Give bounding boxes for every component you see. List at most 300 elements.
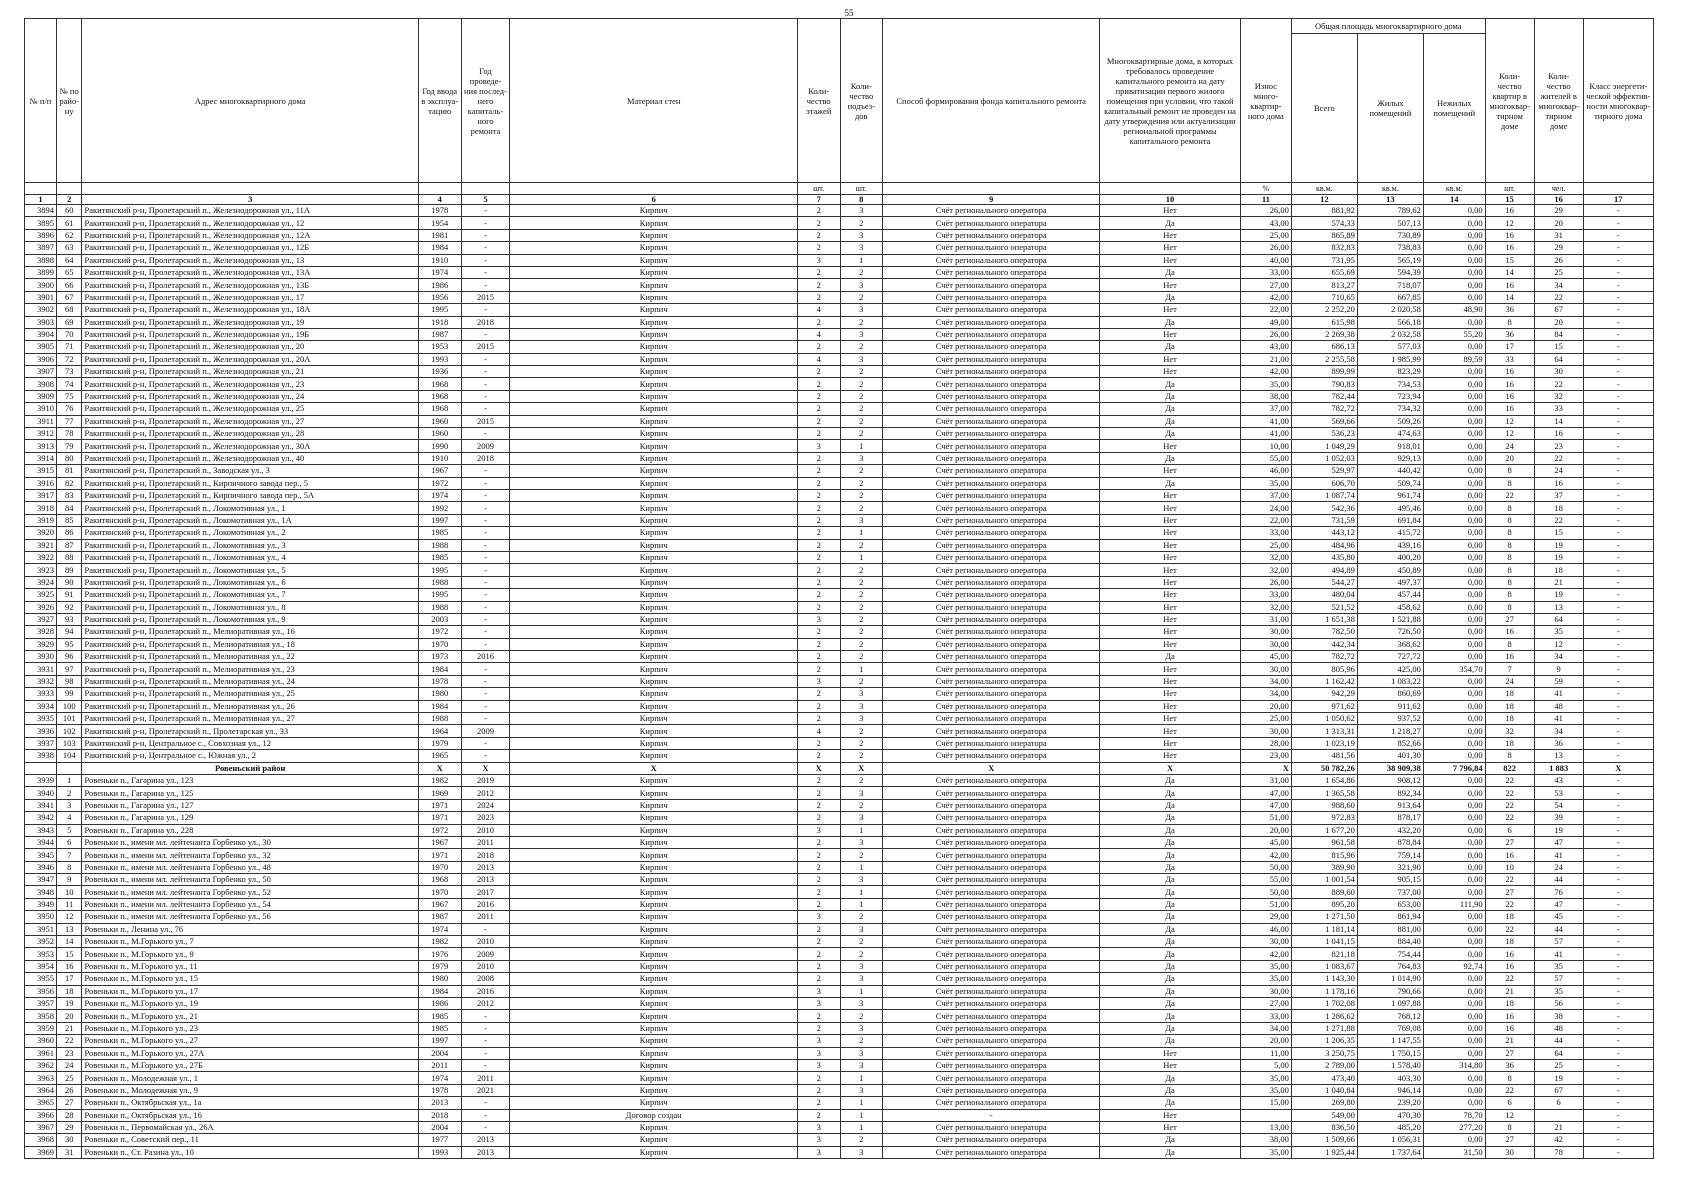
cell-district-num: 11	[56, 898, 82, 910]
cell-wear: 33,00	[1240, 266, 1291, 278]
cell-flats: 8	[1485, 638, 1534, 650]
cell-need-repair: Да	[1100, 452, 1241, 464]
cell-year-repair: 2015	[461, 341, 510, 353]
cell-year-built: 1985	[418, 527, 461, 539]
cell-fund-method: Счёт регионального оператора	[883, 737, 1100, 749]
cell-need-repair: Да	[1100, 849, 1241, 861]
cell-residents: 14	[1534, 415, 1583, 427]
cell-num: 3963	[25, 1072, 57, 1084]
cell-entrances: 3	[840, 1084, 883, 1096]
cell-floors: 2	[797, 973, 840, 985]
cell-wear: 47,00	[1240, 787, 1291, 799]
cell-area-total: 615,98	[1291, 316, 1357, 328]
cell-residents: 64	[1534, 353, 1583, 365]
cell-district-num: 82	[56, 477, 82, 489]
table-row	[25, 291, 1654, 303]
cell-floors: 2	[797, 1097, 840, 1109]
cell-year-repair: 2013	[461, 1134, 510, 1146]
cell-year-built: 1953	[418, 341, 461, 353]
table-row	[25, 403, 1654, 415]
cell-wall-material: Кирпич	[510, 985, 797, 997]
cell-floors: 2	[797, 1084, 840, 1096]
cell-fund-method: Счёт регионального оператора	[883, 378, 1100, 390]
cell-num: 3948	[25, 886, 57, 898]
cell-area-total: 1 677,20	[1291, 824, 1357, 836]
cell-residents: 33	[1534, 403, 1583, 415]
cell-year-built: 1977	[418, 1134, 461, 1146]
cell-area-total: 1 651,38	[1291, 613, 1357, 625]
cell-area-living: 718,07	[1357, 279, 1423, 291]
cell-district-num: 102	[56, 725, 82, 737]
cell-year-repair: -	[461, 465, 510, 477]
cell-area-total: 1 001,54	[1291, 874, 1357, 886]
cell-fund-method: Счёт регионального оператора	[883, 1010, 1100, 1022]
cell-residents: 41	[1534, 849, 1583, 861]
cell-flats: 33	[1485, 353, 1534, 365]
cell-fund-method: Счёт регионального оператора	[883, 874, 1100, 886]
cell-num: 3895	[25, 217, 57, 229]
cell-year-built: 1974	[418, 489, 461, 501]
cell-area-total: 1 087,74	[1291, 489, 1357, 501]
cell-area-nonliving: 0,00	[1423, 266, 1485, 278]
cell-district-num: 63	[56, 242, 82, 254]
cell-num: 3907	[25, 366, 57, 378]
cell-residents: 67	[1534, 304, 1583, 316]
cell-energy-class: -	[1583, 861, 1653, 873]
cell-year-built: 1997	[418, 514, 461, 526]
cell-area-nonliving: 48,90	[1423, 304, 1485, 316]
cell-district-num: 70	[56, 328, 82, 340]
cell-area-nonliving: 0,00	[1423, 713, 1485, 725]
cell-floors: 2	[797, 787, 840, 799]
cell-year-repair: -	[461, 613, 510, 625]
cell-area-nonliving: 0,00	[1423, 279, 1485, 291]
cell-flats: 16	[1485, 229, 1534, 241]
cell-address: Ракитянский р-н, Пролетарский п., Железнодорожная ул., 21	[82, 366, 418, 378]
cell-area-total: 815,96	[1291, 849, 1357, 861]
cell-wear: 23,00	[1240, 750, 1291, 762]
cell-wall-material: Кирпич	[510, 1084, 797, 1096]
cell-address: Ровеньки п., М.Горького ул., 21	[82, 1010, 418, 1022]
cell-residents: 21	[1534, 1121, 1583, 1133]
cell-area-living: 1 750,15	[1357, 1047, 1423, 1059]
cell-district-num: 27	[56, 1097, 82, 1109]
cell-area-total: 961,58	[1291, 836, 1357, 848]
cell-year-repair: -	[461, 304, 510, 316]
cell-wall-material: Кирпич	[510, 675, 797, 687]
cell-flats: 8	[1485, 502, 1534, 514]
cell-district-num: 2	[56, 787, 82, 799]
table-row	[25, 341, 1654, 353]
cell-fund-method: Счёт регионального оператора	[883, 353, 1100, 365]
cell-district-num: 87	[56, 539, 82, 551]
cell-energy-class: -	[1583, 514, 1653, 526]
cell-num: 3969	[25, 1146, 57, 1158]
cell-year-built: 1985	[418, 551, 461, 563]
cell-need-repair: Да	[1100, 799, 1241, 811]
cell-fund-method: Счёт регионального оператора	[883, 799, 1100, 811]
cell-energy-class: -	[1583, 787, 1653, 799]
cell-area-total: 1 023,19	[1291, 737, 1357, 749]
cell-area-total: 544,27	[1291, 576, 1357, 588]
cell-year-built: 1981	[418, 229, 461, 241]
cell-energy-class: -	[1583, 291, 1653, 303]
cell-energy-class: -	[1583, 638, 1653, 650]
cell-residents: 34	[1534, 279, 1583, 291]
cell-entrances: 2	[840, 1035, 883, 1047]
cell-need-repair: Нет	[1100, 601, 1241, 613]
cell-flats: 22	[1485, 812, 1534, 824]
cell-area-living: 1 737,64	[1357, 1146, 1423, 1158]
cell-year-repair: -	[461, 1010, 510, 1022]
cell-entrances: 1	[840, 440, 883, 452]
cell-area-living: 401,30	[1357, 750, 1423, 762]
cell-need-repair: Нет	[1100, 1047, 1241, 1059]
cell-wear: 35,00	[1240, 1084, 1291, 1096]
cell-entrances: 1	[840, 663, 883, 675]
cell-address: Ракитянский р-н, Пролетарский п., Локомотивная ул., 5	[82, 564, 418, 576]
cell-district-num: 62	[56, 229, 82, 241]
cell-energy-class: -	[1583, 465, 1653, 477]
cell-floors: 2	[797, 898, 840, 910]
cell-need-repair: Нет	[1100, 440, 1241, 452]
cell-residents: 57	[1534, 936, 1583, 948]
cell-entrances: 2	[840, 725, 883, 737]
cell-entrances: 3	[840, 1047, 883, 1059]
cell-residents: 12	[1534, 638, 1583, 650]
cell-num: 3899	[25, 266, 57, 278]
cell-wall-material: Кирпич	[510, 279, 797, 291]
cell-flats: 22	[1485, 898, 1534, 910]
cell-fund-method: Счёт регионального оператора	[883, 898, 1100, 910]
cell-flats: 21	[1485, 1035, 1534, 1047]
cell-district-num: 61	[56, 217, 82, 229]
cell-wall-material: Кирпич	[510, 688, 797, 700]
cell-fund-method: Счёт регионального оператора	[883, 465, 1100, 477]
cell-year-repair: 2011	[461, 911, 510, 923]
cell-year-repair: X	[461, 762, 510, 774]
table-row	[25, 1022, 1654, 1034]
cell-energy-class: -	[1583, 217, 1653, 229]
cell-area-living: 566,18	[1357, 316, 1423, 328]
header-units-row	[25, 183, 1654, 195]
cell-need-repair: Да	[1100, 874, 1241, 886]
cell-floors: 3	[797, 613, 840, 625]
cell-area-total: 813,27	[1291, 279, 1357, 291]
cell-flats: 16	[1485, 378, 1534, 390]
cell-area-nonliving: 0,00	[1423, 1072, 1485, 1084]
cell-num: 3959	[25, 1022, 57, 1034]
cell-energy-class: -	[1583, 836, 1653, 848]
cell-area-total: 889,60	[1291, 886, 1357, 898]
cell-area-total: 942,29	[1291, 688, 1357, 700]
cell-year-built: 1918	[418, 316, 461, 328]
cell-entrances: 3	[840, 452, 883, 464]
cell-entrances: 2	[840, 911, 883, 923]
cell-wear: 22,00	[1240, 514, 1291, 526]
cell-fund-method: Счёт регионального оператора	[883, 861, 1100, 873]
cell-area-living: 495,46	[1357, 502, 1423, 514]
cell-entrances: 3	[840, 1022, 883, 1034]
header-wall-material: Материал стен	[510, 19, 797, 183]
cell-address: Ровеньки п., Октябрьская ул., 1а	[82, 1097, 418, 1109]
cell-floors: 2	[797, 774, 840, 786]
cell-area-total: 1 313,31	[1291, 725, 1357, 737]
cell-energy-class: -	[1583, 489, 1653, 501]
cell-year-built: 1988	[418, 601, 461, 613]
cell-address: Ровеньки п., М.Горького ул., 7	[82, 936, 418, 948]
cell-area-nonliving: 0,00	[1423, 291, 1485, 303]
cell-year-repair: 2016	[461, 898, 510, 910]
cell-fund-method: Счёт регионального оператора	[883, 663, 1100, 675]
cell-residents: 6	[1534, 1097, 1583, 1109]
cell-wear: 30,00	[1240, 626, 1291, 638]
cell-address: Ракитянский р-н, Пролетарский п., Железнодорожная ул., 12Б	[82, 242, 418, 254]
cell-area-living: 769,08	[1357, 1022, 1423, 1034]
cell-area-living: 457,44	[1357, 589, 1423, 601]
cell-entrances: 2	[840, 428, 883, 440]
cell-flats: 18	[1485, 713, 1534, 725]
cell-residents: 36	[1534, 737, 1583, 749]
cell-district-num: 29	[56, 1121, 82, 1133]
cell-year-repair: -	[461, 266, 510, 278]
cell-fund-method: Счёт регионального оператора	[883, 985, 1100, 997]
cell-need-repair: Да	[1100, 985, 1241, 997]
cell-floors: 2	[797, 242, 840, 254]
cell-wear: 22,00	[1240, 304, 1291, 316]
cell-entrances: 3	[840, 279, 883, 291]
cell-area-nonliving: 0,00	[1423, 936, 1485, 948]
cell-year-repair: -	[461, 638, 510, 650]
cell-entrances: 2	[840, 378, 883, 390]
cell-area-nonliving: 354,70	[1423, 663, 1485, 675]
cell-area-total: 606,70	[1291, 477, 1357, 489]
cell-wear: 46,00	[1240, 465, 1291, 477]
column-number: 6	[510, 195, 797, 205]
cell-num: 3914	[25, 452, 57, 464]
cell-area-nonliving: 0,00	[1423, 911, 1485, 923]
cell-fund-method: Счёт регионального оператора	[883, 205, 1100, 217]
table-row	[25, 1010, 1654, 1022]
table-row	[25, 985, 1654, 997]
cell-area-nonliving: 89,59	[1423, 353, 1485, 365]
table-row	[25, 700, 1654, 712]
cell-year-built: 2018	[418, 1109, 461, 1121]
cell-residents: 64	[1534, 613, 1583, 625]
cell-area-total: 2 789,00	[1291, 1059, 1357, 1071]
cell-wear: 42,00	[1240, 849, 1291, 861]
cell-floors: 3	[797, 824, 840, 836]
cell-wall-material: X	[510, 762, 797, 774]
cell-year-repair: -	[461, 489, 510, 501]
cell-fund-method: Счёт регионального оператора	[883, 601, 1100, 613]
cell-district-num: 96	[56, 651, 82, 663]
cell-flats: 14	[1485, 291, 1534, 303]
cell-num: 3901	[25, 291, 57, 303]
table-body	[25, 205, 1654, 1159]
cell-year-built: 1987	[418, 328, 461, 340]
table-row	[25, 1146, 1654, 1158]
cell-num: 3934	[25, 700, 57, 712]
cell-fund-method: Счёт регионального оператора	[883, 651, 1100, 663]
cell-fund-method: Счёт регионального оператора	[883, 415, 1100, 427]
cell-area-nonliving: 0,00	[1423, 985, 1485, 997]
cell-area-total: 542,36	[1291, 502, 1357, 514]
cell-area-nonliving: 0,00	[1423, 948, 1485, 960]
cell-area-total: 536,23	[1291, 428, 1357, 440]
cell-year-built: 1968	[418, 390, 461, 402]
cell-fund-method: Счёт регионального оператора	[883, 527, 1100, 539]
cell-wear: 42,00	[1240, 366, 1291, 378]
cell-area-nonliving: 0,00	[1423, 316, 1485, 328]
cell-residents: 32	[1534, 390, 1583, 402]
cell-num: 3954	[25, 960, 57, 972]
cell-district-num: 78	[56, 428, 82, 440]
cell-fund-method: Счёт регионального оператора	[883, 229, 1100, 241]
header-energy-class: Класс энергети- ческой эффектив- ности многоквар- тирного дома	[1583, 19, 1653, 183]
cell-energy-class: -	[1583, 229, 1653, 241]
cell-area-nonliving: 0,00	[1423, 440, 1485, 452]
cell-energy-class: -	[1583, 663, 1653, 675]
cell-energy-class: -	[1583, 886, 1653, 898]
cell-year-built: 1997	[418, 1035, 461, 1047]
cell-area-total: 1 041,15	[1291, 936, 1357, 948]
cell-area-nonliving: 0,00	[1423, 229, 1485, 241]
cell-address: Ракитянский р-н, Пролетарский п., Заводская ул., 3	[82, 465, 418, 477]
cell-year-built: 1978	[418, 675, 461, 687]
cell-need-repair: Да	[1100, 824, 1241, 836]
cell-floors: 2	[797, 849, 840, 861]
cell-area-living: 1 097,88	[1357, 998, 1423, 1010]
cell-floors: 2	[797, 663, 840, 675]
cell-year-built: 1985	[418, 1022, 461, 1034]
cell-area-total: 1 271,88	[1291, 1022, 1357, 1034]
cell-fund-method: Счёт регионального оператора	[883, 242, 1100, 254]
cell-address: Ракитянский р-н, Пролетарский п., Железнодорожная ул., 11А	[82, 205, 418, 217]
column-number: 10	[1100, 195, 1241, 205]
cell-entrances: 3	[840, 353, 883, 365]
cell-area-total: 731,95	[1291, 254, 1357, 266]
cell-energy-class: -	[1583, 911, 1653, 923]
cell-wall-material: Кирпич	[510, 1134, 797, 1146]
cell-wear: 41,00	[1240, 415, 1291, 427]
table-row	[25, 836, 1654, 848]
cell-wear: 32,00	[1240, 601, 1291, 613]
cell-wall-material: Кирпич	[510, 1059, 797, 1071]
cell-year-built: 1974	[418, 1072, 461, 1084]
cell-entrances: 3	[840, 328, 883, 340]
cell-residents: 19	[1534, 551, 1583, 563]
cell-energy-class: -	[1583, 725, 1653, 737]
cell-need-repair: Нет	[1100, 638, 1241, 650]
cell-flats: 12	[1485, 217, 1534, 229]
cell-fund-method: Счёт регионального оператора	[883, 713, 1100, 725]
cell-area-living: 860,69	[1357, 688, 1423, 700]
cell-floors: 2	[797, 688, 840, 700]
cell-wall-material: Кирпич	[510, 1035, 797, 1047]
cell-energy-class: -	[1583, 613, 1653, 625]
cell-fund-method: Счёт регионального оператора	[883, 836, 1100, 848]
cell-year-built: 2011	[418, 1059, 461, 1071]
cell-flats: 12	[1485, 428, 1534, 440]
cell-area-total: 1 654,86	[1291, 774, 1357, 786]
cell-district-num: 77	[56, 415, 82, 427]
cell-need-repair: Нет	[1100, 328, 1241, 340]
cell-fund-method: Счёт регионального оператора	[883, 279, 1100, 291]
cell-area-living: 911,62	[1357, 700, 1423, 712]
table-row	[25, 725, 1654, 737]
cell-address: Ровеньки п., М.Горького ул., 27Б	[82, 1059, 418, 1071]
cell-district-num: 12	[56, 911, 82, 923]
cell-residents: 19	[1534, 824, 1583, 836]
cell-year-repair: -	[461, 1097, 510, 1109]
cell-fund-method: Счёт регионального оператора	[883, 700, 1100, 712]
cell-floors: 2	[797, 205, 840, 217]
cell-wall-material: Кирпич	[510, 291, 797, 303]
cell-area-total: 1 050,62	[1291, 713, 1357, 725]
cell-need-repair: Нет	[1100, 613, 1241, 625]
cell-area-nonliving: 0,00	[1423, 737, 1485, 749]
cell-area-living: 961,74	[1357, 489, 1423, 501]
cell-area-nonliving: 0,00	[1423, 205, 1485, 217]
cell-area-nonliving: 0,00	[1423, 812, 1485, 824]
cell-wear: 28,00	[1240, 737, 1291, 749]
cell-area-nonliving: 0,00	[1423, 242, 1485, 254]
cell-num: 3925	[25, 589, 57, 601]
cell-district-num: 9	[56, 874, 82, 886]
cell-wear: 26,00	[1240, 328, 1291, 340]
cell-energy-class: -	[1583, 973, 1653, 985]
cell-area-living: 852,66	[1357, 737, 1423, 749]
cell-fund-method: Счёт регионального оператора	[883, 1146, 1100, 1158]
table-row	[25, 1084, 1654, 1096]
cell-entrances: 2	[840, 576, 883, 588]
cell-flats: 16	[1485, 960, 1534, 972]
cell-need-repair: Да	[1100, 415, 1241, 427]
cell-floors: 2	[797, 378, 840, 390]
cell-fund-method: Счёт регионального оператора	[883, 1097, 1100, 1109]
cell-need-repair: Да	[1100, 898, 1241, 910]
cell-flats: 16	[1485, 948, 1534, 960]
cell-need-repair: Да	[1100, 1097, 1241, 1109]
cell-year-repair: -	[461, 254, 510, 266]
cell-num: 3920	[25, 527, 57, 539]
cell-address: Ракитянский р-н, Пролетарский п., Железнодорожная ул., 27	[82, 415, 418, 427]
cell-wear: 35,00	[1240, 477, 1291, 489]
cell-area-total: 1 052,03	[1291, 452, 1357, 464]
cell-residents: 37	[1534, 489, 1583, 501]
cell-num: 3965	[25, 1097, 57, 1109]
cell-fund-method: Счёт регионального оператора	[883, 304, 1100, 316]
cell-num: 3927	[25, 613, 57, 625]
cell-area-living: 908,12	[1357, 774, 1423, 786]
cell-entrances: 1	[840, 886, 883, 898]
cell-area-nonliving: 0,00	[1423, 378, 1485, 390]
cell-residents: 47	[1534, 898, 1583, 910]
cell-address: Ракитянский р-н, Пролетарский п., Железнодорожная ул., 17	[82, 291, 418, 303]
cell-wear: 33,00	[1240, 527, 1291, 539]
cell-flats: 16	[1485, 279, 1534, 291]
cell-district-num: 14	[56, 936, 82, 948]
cell-need-repair: Нет	[1100, 688, 1241, 700]
cell-district-num: 28	[56, 1109, 82, 1121]
cell-wall-material: Кирпич	[510, 440, 797, 452]
cell-floors: 4	[797, 725, 840, 737]
cell-address: Ракитянский р-н, Пролетарский п., Мелиоративная ул., 22	[82, 651, 418, 663]
cell-num: 3932	[25, 675, 57, 687]
cell-district-num: 94	[56, 626, 82, 638]
cell-area-total: 480,04	[1291, 589, 1357, 601]
